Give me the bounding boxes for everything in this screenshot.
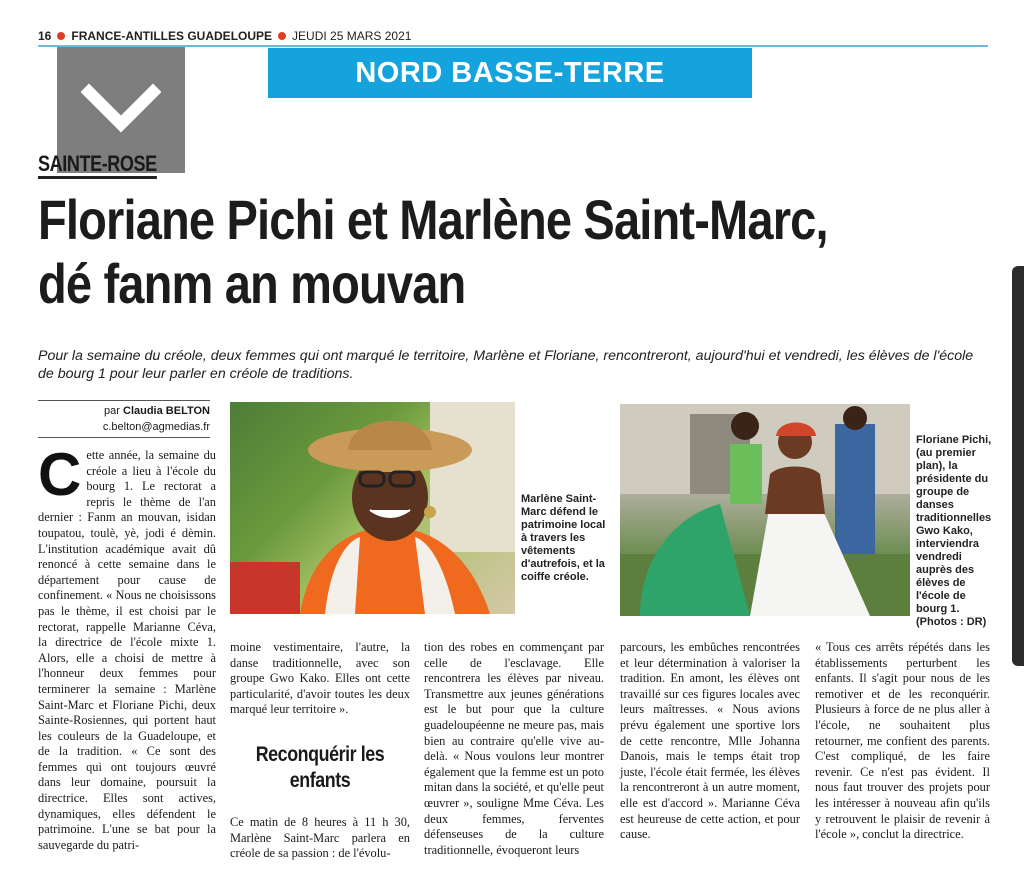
author-name: Claudia BELTON — [123, 405, 210, 417]
column-text: Ce matin de 8 heures à 11 h 30, Marlène Saint-Marc parlera en créole de sa passion : de l'évolu- — [230, 815, 410, 861]
text-column-5 — [815, 640, 990, 843]
chevron-down-icon — [81, 80, 161, 140]
byline-prefix: par — [104, 405, 120, 417]
author-email[interactable]: c.belton@agmedias.fr — [102, 421, 210, 433]
article-headline — [38, 188, 928, 316]
photo-marlene-saint-marc — [230, 402, 515, 614]
column-text: ette année, la semaine du créole a lieu à l'école du bourg 1. Le rectorat a repris le thème de l'an dernier : Fanm an mouvan, isidan toupatou, toulè, yè, jodi é dèmin. L'institution académique avait dû renoncé à cette semaine dans le département pour cause de confinement. « Nous ne choisissons pas le thème, il est choisi par le rectorat, rappelle Marianne Céva, la directrice de l'école mixte 1. Alors, elle a choisi de mettre à l'honneur deux femmes pour terminerer la semaine : Marlène Saint-Marc et Floriane Pichi, deux Sainte-Rosiennes, qui portent haut les couleurs de la Guadeloupe, et de la tradition. « Ce sont des femmes qui ont toujours œuvré dans leur domaine, poursuit la directrice. Elles sont actives, dynamiques, elles défendent le patrimoine. L'une se bat pour la sauvegarde du patri- — [38, 448, 216, 852]
photo-caption-1: Marlène Saint-Marc défend le patrimoine local à travers les vêtements d'autrefois, et la coiffe créole. — [521, 493, 606, 583]
photo-illustration — [230, 402, 515, 614]
red-dot-icon — [278, 32, 286, 40]
text-column-1 — [38, 441, 216, 853]
text-column-2 — [230, 640, 410, 718]
side-scroll-handle[interactable] — [1012, 266, 1024, 666]
photo-floriane-pichi — [620, 404, 910, 616]
article-kicker: SAINTE-ROSE — [38, 152, 157, 179]
page-folio — [38, 27, 988, 45]
subheading: Reconquérir les enfants — [255, 743, 385, 792]
column-text: tion des robes en commençant par celle de l'esclavage. Elle rencontrera les élèves par niveau. Transmettre aux jeunes générations est le but pour que la culture guadeloupéenne ne meure pas, mais bien au contraire qu'elle vive au-delà. « Nous voulons leur montrer également que la femme est un poto mitan dans la société, et qu'elle peut œuvrer », souligne Mme Céva. Les deux femmes, ferventes défenseuses de la culture traditionnelle, évoqueront leurs — [424, 640, 604, 857]
text-column-2b — [230, 815, 410, 862]
text-column-4 — [620, 640, 800, 843]
text-column-3 — [424, 640, 604, 858]
drop-cap: C — [38, 441, 82, 508]
photo-caption-2: Floriane Pichi, (au premier plan), la présidente du groupe de danses traditionnelles Gwo Kako, interviendra vendredi auprès des élèves de l'école de bourg 1. (Photos : DR) — [916, 434, 992, 628]
issue-date: JEUDI 25 MARS 2021 — [292, 29, 412, 43]
headline-line-1: Floriane Pichi et Marlène Saint-Marc, — [38, 188, 828, 251]
headline-line-2: dé fanm an mouvan — [38, 252, 466, 315]
page-number: 16 — [38, 29, 52, 43]
column-text: parcours, les embûches rencontrées et leur détermination à valoriser la tradition. En amont, les élèves ont travaillé sur ces figures locales avec leurs maîtresses. « Nous avions prévu également une sportive lors de cette rencontre, Mlle Johanna Danois, mais le temps était trop juste, l'école était fermée, les élèves la rencontreront à un autre moment, elle est d'accord ». Marianne Céva est heureuse de cette action, et pour cause. — [620, 640, 800, 842]
photo-illustration — [620, 404, 910, 616]
byline — [38, 400, 210, 438]
section-banner: NORD BASSE-TERRE — [268, 48, 752, 98]
article-lead: Pour la semaine du créole, deux femmes qui ont marqué le territoire, Marlène et Floriane, rencontreront, aujourd'hui et vendredi, les élèves de l'école de bourg 1 pour leur parler en créole de traditions. — [38, 348, 974, 382]
column-text: « Tous ces arrêts répétés dans les établissements perturbent les enfants. Il s'agit pour nous de les remotiver et de les reconquérir. Plusieurs à force de ne plus aller à l'école, ne souhaitent plus retourner, me confient des parents. C'est compliqué, de les faire revenir. Ce n'est pas évident. Il nous faut trouver des projets pour les intéresser à nouveau afin qu'ils y retrouvent le plaisir de revenir à l'école », conclut la directrice. — [815, 640, 990, 842]
red-dot-icon — [57, 32, 65, 40]
newspaper-name: FRANCE-ANTILLES GUADELOUPE — [71, 29, 273, 43]
column-text: moine vestimentaire, l'autre, la danse traditionnelle, avec son groupe Gwo Kako. Elles ont cette particularité, d'avoir toutes les deux marqué leur territoire ». — [230, 640, 410, 717]
